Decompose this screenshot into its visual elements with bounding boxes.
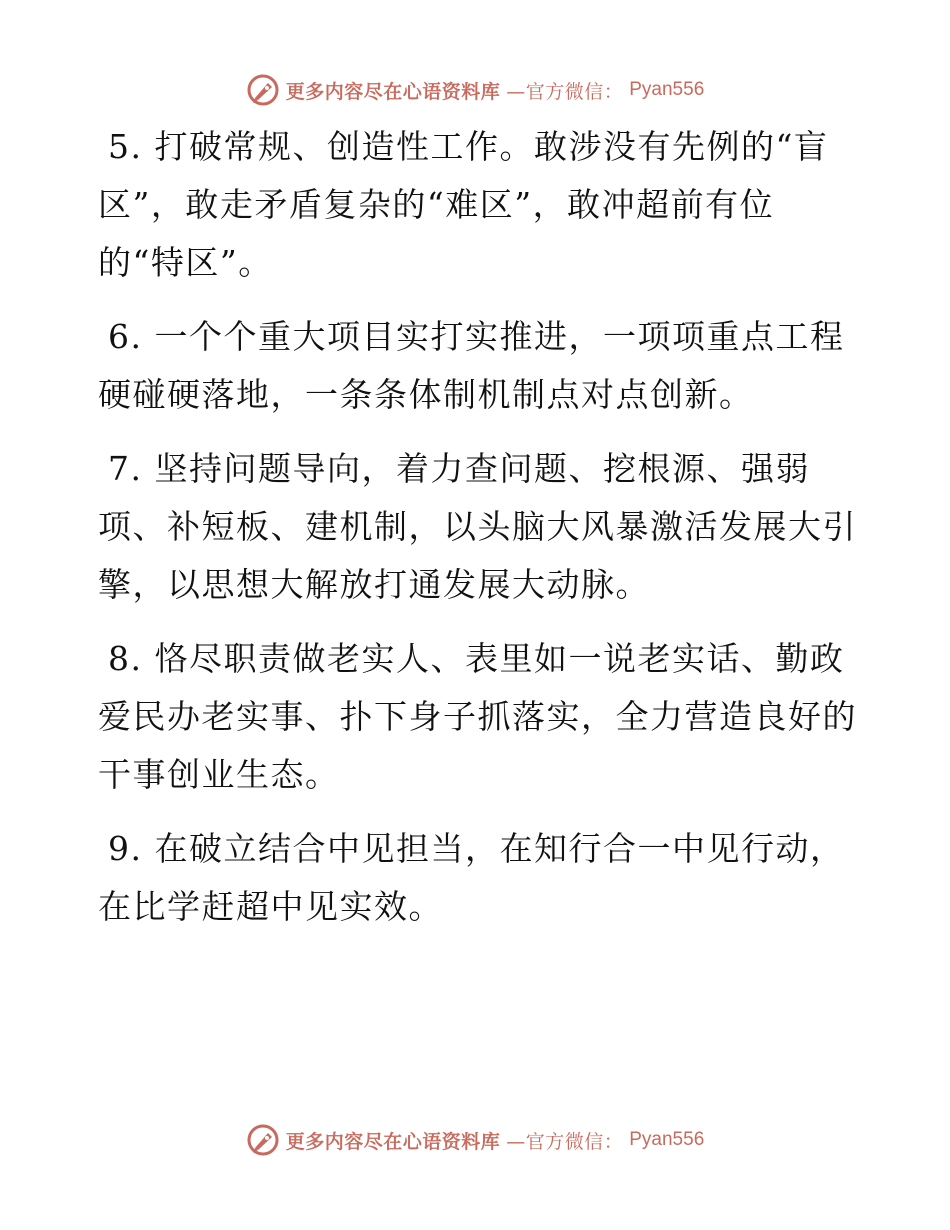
footer-watermark xyxy=(0,1120,950,1160)
paragraph-item-6: 6. 一个个重大项目实打实推进，一项项重点工程硬碰硬落地，一条条体制机制点对点创新。 xyxy=(98,317,845,414)
watermark-site-text: 更多内容尽在心语资料库 xyxy=(285,1130,501,1153)
watermark-wechat-id: Pyan556 xyxy=(629,79,705,100)
pen-nib-logo-icon xyxy=(246,73,280,107)
paragraph-item-7: 7. 坚持问题导向，着力查问题、挖根源、强弱项、补短板、建机制，以头脑大风暴激活发展大引擎，以思想大解放打通发展大动脉。 xyxy=(98,449,857,604)
paragraph-item-9: 9. 在破立结合中见担当，在知行合一中见行动，在比学赶超中见实效。 xyxy=(98,829,845,926)
pen-nib-logo-icon xyxy=(246,1123,280,1157)
paragraph-item-5: 5. 打破常规、创造性工作。敢涉没有先例的“盲区”，敢走矛盾复杂的“难区”，敢冲超前有位的“特区”。 xyxy=(98,127,829,282)
watermark-wechat-id: Pyan556 xyxy=(629,1129,705,1150)
watermark-separator: —官方微信： xyxy=(506,1130,624,1153)
watermark-site-text: 更多内容尽在心语资料库 xyxy=(285,80,501,103)
header-watermark xyxy=(0,70,950,110)
watermark-separator: —官方微信： xyxy=(506,80,624,103)
paragraph-item-8: 8. 恪尽职责做老实人、表里如一说老实话、勤政爱民办老实事、扑下身子抓落实，全力营造良好的干事创业生态。 xyxy=(98,639,857,794)
document-body xyxy=(98,118,858,952)
